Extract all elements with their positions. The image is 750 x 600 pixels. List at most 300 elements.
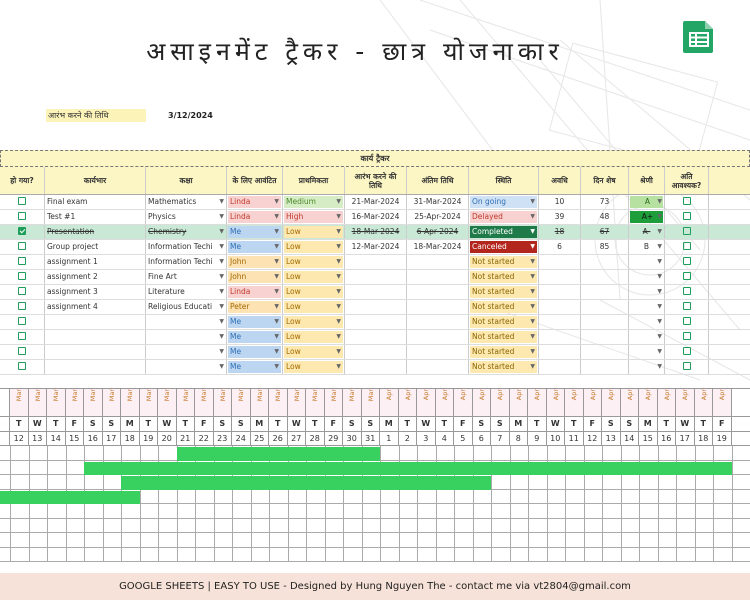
weekday-cell-text: T [275, 419, 281, 428]
month-cell [491, 389, 510, 416]
header-days_left: दिन शेष [581, 167, 629, 194]
cell-duration[interactable] [539, 315, 581, 329]
urgent-checkbox[interactable] [683, 242, 691, 250]
cell-assigned[interactable] [227, 315, 283, 329]
cell-due[interactable] [407, 300, 469, 314]
urgent-checkbox[interactable] [683, 362, 691, 370]
cell-due[interactable] [407, 285, 469, 299]
cell-days_left[interactable] [581, 330, 629, 344]
urgent-checkbox[interactable] [683, 347, 691, 355]
cell-duration[interactable] [539, 255, 581, 269]
cell-done[interactable] [0, 330, 45, 344]
cell-days_left[interactable] [581, 360, 629, 374]
day-cell-text: 18 [124, 434, 135, 443]
assigned-value: John [230, 257, 247, 266]
cell-urgent[interactable] [665, 330, 709, 344]
cell-status[interactable] [469, 345, 539, 359]
cell-class[interactable] [146, 285, 227, 299]
cell-start[interactable] [345, 210, 407, 224]
dropdown-arrow-icon[interactable]: ▼ [274, 318, 279, 325]
month-cell [639, 389, 658, 416]
dropdown-arrow-icon[interactable]: ▼ [219, 303, 224, 310]
cell-task[interactable] [45, 330, 146, 344]
cell-status[interactable] [469, 330, 539, 344]
cell-task[interactable] [45, 285, 146, 299]
cell-due[interactable] [407, 330, 469, 344]
cell-start[interactable] [345, 345, 407, 359]
weekday-cell [658, 417, 677, 431]
dropdown-arrow-icon[interactable]: ▼ [530, 258, 535, 265]
cell-due[interactable] [407, 240, 469, 254]
dropdown-arrow-icon[interactable]: ▼ [274, 333, 279, 340]
cell-duration[interactable] [539, 195, 581, 209]
cell-due[interactable] [407, 315, 469, 329]
month-cell [121, 389, 140, 416]
cell-due[interactable] [407, 255, 469, 269]
cell-done[interactable] [0, 345, 45, 359]
dropdown-arrow-icon[interactable]: ▼ [336, 333, 341, 340]
cell-task[interactable] [45, 195, 146, 209]
cell-urgent[interactable] [665, 300, 709, 314]
dropdown-arrow-icon[interactable]: ▼ [530, 243, 535, 250]
dropdown-arrow-icon[interactable]: ▼ [657, 273, 662, 280]
dropdown-arrow-icon[interactable]: ▼ [274, 288, 279, 295]
priority-value: Low [286, 272, 301, 281]
cell-done[interactable] [0, 300, 45, 314]
dropdown-arrow-icon[interactable]: ▼ [274, 198, 279, 205]
done-checkbox[interactable] [18, 362, 26, 370]
urgent-checkbox[interactable] [683, 272, 691, 280]
cell-urgent[interactable] [665, 210, 709, 224]
cell-start[interactable] [345, 300, 407, 314]
google-sheets-logo-icon[interactable] [681, 18, 717, 54]
dropdown-arrow-icon[interactable]: ▼ [219, 333, 224, 340]
dropdown-arrow-icon[interactable]: ▼ [274, 213, 279, 220]
dropdown-arrow-icon[interactable]: ▼ [657, 318, 662, 325]
dropdown-arrow-icon[interactable]: ▼ [657, 213, 662, 220]
cell-class[interactable] [146, 315, 227, 329]
cell-due[interactable] [407, 210, 469, 224]
task-value: assignment 3 [47, 287, 98, 296]
dropdown-arrow-icon[interactable]: ▼ [219, 213, 224, 220]
done-checkbox[interactable] [18, 242, 26, 250]
cell-assigned[interactable] [227, 270, 283, 284]
dropdown-arrow-icon[interactable]: ▼ [530, 363, 535, 370]
cell-days_left[interactable] [581, 315, 629, 329]
cell-assigned[interactable] [227, 330, 283, 344]
dropdown-arrow-icon[interactable]: ▼ [530, 333, 535, 340]
cell-grade[interactable] [629, 195, 665, 209]
cell-done[interactable] [0, 360, 45, 374]
priority-value: Low [286, 347, 301, 356]
dropdown-arrow-icon[interactable]: ▼ [657, 198, 662, 205]
gantt-bar[interactable] [121, 476, 491, 490]
urgent-checkbox[interactable] [683, 197, 691, 205]
dropdown-arrow-icon[interactable]: ▼ [530, 303, 535, 310]
cell-start[interactable] [345, 225, 407, 239]
status-value: Canceled [472, 242, 507, 251]
day-cell [103, 432, 122, 445]
cell-grade[interactable] [629, 300, 665, 314]
weekday-cell-text: T [312, 419, 318, 428]
dropdown-arrow-icon[interactable]: ▼ [657, 363, 662, 370]
cell-grade[interactable] [629, 345, 665, 359]
cell-urgent[interactable] [665, 270, 709, 284]
cell-assigned[interactable] [227, 225, 283, 239]
weekday-cell [510, 417, 529, 431]
cell-duration[interactable] [539, 360, 581, 374]
cell-start[interactable] [345, 240, 407, 254]
dropdown-arrow-icon[interactable]: ▼ [336, 303, 341, 310]
cell-task[interactable] [45, 225, 146, 239]
cell-due[interactable] [407, 345, 469, 359]
urgent-checkbox[interactable] [683, 317, 691, 325]
class-value: Information Techi [148, 257, 213, 266]
weekday-cell [29, 417, 48, 431]
cell-class[interactable] [146, 270, 227, 284]
dropdown-arrow-icon[interactable]: ▼ [657, 333, 662, 340]
urgent-checkbox[interactable] [683, 287, 691, 295]
dropdown-arrow-icon[interactable]: ▼ [530, 198, 535, 205]
day-cell-text: 18 [698, 434, 709, 443]
cell-days_left[interactable] [581, 285, 629, 299]
class-value: Fine Art [148, 272, 177, 281]
cell-task[interactable] [45, 345, 146, 359]
cell-assigned[interactable] [227, 285, 283, 299]
cell-assigned[interactable] [227, 345, 283, 359]
day-cell-text: 2 [404, 434, 410, 443]
cell-duration[interactable] [539, 285, 581, 299]
done-checkbox[interactable] [18, 227, 26, 235]
day-cell-text: 17 [679, 434, 690, 443]
cell-grade[interactable] [629, 210, 665, 224]
month-cell [399, 389, 418, 416]
cell-done[interactable] [0, 255, 45, 269]
cell-due[interactable] [407, 195, 469, 209]
start-date-label: आरंभ करने की तिथि [46, 109, 146, 122]
cell-done[interactable] [0, 225, 45, 239]
day-cell [658, 432, 677, 445]
cell-class[interactable] [146, 195, 227, 209]
cell-status[interactable] [469, 195, 539, 209]
cell-status[interactable] [469, 315, 539, 329]
cell-due[interactable] [407, 360, 469, 374]
cell-task[interactable] [45, 315, 146, 329]
cell-start[interactable] [345, 330, 407, 344]
cell-grade[interactable] [629, 285, 665, 299]
weekday-cell-text: W [32, 419, 42, 428]
urgent-checkbox[interactable] [683, 332, 691, 340]
done-checkbox[interactable] [18, 272, 26, 280]
cell-status[interactable] [469, 225, 539, 239]
cell-duration[interactable] [539, 330, 581, 344]
cell-priority[interactable] [283, 240, 345, 254]
day-cell [473, 432, 492, 445]
month-cell-text: Apr [644, 389, 652, 401]
cell-task[interactable] [45, 255, 146, 269]
priority-value: Low [286, 242, 301, 251]
gantt-bar[interactable] [0, 491, 10, 505]
cell-task[interactable] [45, 300, 146, 314]
month-cell-text: Apr [681, 389, 689, 401]
cell-status[interactable] [469, 300, 539, 314]
gantt-grid-col [47, 446, 48, 562]
month-cell-text: Apr [607, 389, 615, 401]
weekday-cell-text: T [534, 419, 540, 428]
dropdown-arrow-icon[interactable]: ▼ [336, 318, 341, 325]
month-cell [602, 389, 621, 416]
cell-urgent[interactable] [665, 285, 709, 299]
dropdown-arrow-icon[interactable]: ▼ [274, 363, 279, 370]
urgent-checkbox[interactable] [683, 212, 691, 220]
cell-status[interactable] [469, 255, 539, 269]
cell-priority[interactable] [283, 345, 345, 359]
cell-days_left[interactable] [581, 195, 629, 209]
month-cell [177, 389, 196, 416]
cell-class[interactable] [146, 210, 227, 224]
dropdown-arrow-icon[interactable]: ▼ [530, 318, 535, 325]
cell-grade[interactable] [629, 240, 665, 254]
cell-task[interactable] [45, 270, 146, 284]
dropdown-arrow-icon[interactable]: ▼ [336, 228, 341, 235]
cell-priority[interactable] [283, 270, 345, 284]
cell-status[interactable] [469, 285, 539, 299]
dropdown-arrow-icon[interactable]: ▼ [219, 273, 224, 280]
start-value: 12-Mar-2024 [351, 242, 400, 251]
cell-urgent[interactable] [665, 195, 709, 209]
cell-done[interactable] [0, 210, 45, 224]
cell-task[interactable] [45, 210, 146, 224]
cell-class[interactable] [146, 330, 227, 344]
cell-done[interactable] [0, 240, 45, 254]
cell-duration[interactable] [539, 345, 581, 359]
cell-urgent[interactable] [665, 240, 709, 254]
cell-class[interactable] [146, 300, 227, 314]
gantt-bar[interactable] [10, 491, 140, 505]
cell-start[interactable] [345, 195, 407, 209]
month-cell [288, 389, 307, 416]
cell-priority[interactable] [283, 300, 345, 314]
dropdown-arrow-icon[interactable]: ▼ [274, 303, 279, 310]
cell-done[interactable] [0, 270, 45, 284]
start-date-value[interactable]: 3/12/2024 [168, 111, 213, 120]
cell-priority[interactable] [283, 255, 345, 269]
dropdown-arrow-icon[interactable]: ▼ [336, 198, 341, 205]
dropdown-arrow-icon[interactable]: ▼ [657, 348, 662, 355]
task-value: assignment 2 [47, 272, 98, 281]
dropdown-arrow-icon[interactable]: ▼ [274, 348, 279, 355]
cell-priority[interactable] [283, 225, 345, 239]
cell-start[interactable] [345, 255, 407, 269]
dropdown-arrow-icon[interactable]: ▼ [530, 288, 535, 295]
cell-priority[interactable] [283, 315, 345, 329]
cell-days_left[interactable] [581, 270, 629, 284]
dropdown-arrow-icon[interactable]: ▼ [336, 348, 341, 355]
dropdown-arrow-icon[interactable]: ▼ [336, 258, 341, 265]
cell-days_left[interactable] [581, 225, 629, 239]
weekday-cell [306, 417, 325, 431]
task-row [0, 255, 750, 270]
cell-start[interactable] [345, 315, 407, 329]
cell-done[interactable] [0, 315, 45, 329]
dropdown-arrow-icon[interactable]: ▼ [657, 303, 662, 310]
cell-grade[interactable] [629, 360, 665, 374]
dropdown-arrow-icon[interactable]: ▼ [274, 258, 279, 265]
cell-class[interactable] [146, 360, 227, 374]
priority-value: Low [286, 332, 301, 341]
cell-urgent[interactable] [665, 255, 709, 269]
dropdown-arrow-icon[interactable]: ▼ [219, 258, 224, 265]
done-checkbox[interactable] [18, 212, 26, 220]
cell-grade[interactable] [629, 255, 665, 269]
cell-assigned[interactable] [227, 240, 283, 254]
weekday-cell [676, 417, 695, 431]
cell-status[interactable] [469, 360, 539, 374]
cell-due[interactable] [407, 225, 469, 239]
weekday-cell [343, 417, 362, 431]
gantt-bar[interactable] [84, 462, 732, 476]
done-checkbox[interactable] [18, 317, 26, 325]
cell-days_left[interactable] [581, 300, 629, 314]
dropdown-arrow-icon[interactable]: ▼ [336, 363, 341, 370]
cell-assigned[interactable] [227, 300, 283, 314]
done-checkbox[interactable] [18, 302, 26, 310]
urgent-checkbox[interactable] [683, 257, 691, 265]
cell-start[interactable] [345, 285, 407, 299]
calendar-stub-cell [0, 417, 10, 431]
cell-task[interactable] [45, 360, 146, 374]
gantt-bar[interactable] [177, 447, 381, 461]
done-checkbox[interactable] [18, 197, 26, 205]
header-class: कक्षा [146, 167, 227, 194]
day-cell-text: 15 [642, 434, 653, 443]
cell-days_left[interactable] [581, 240, 629, 254]
dropdown-arrow-icon[interactable]: ▼ [219, 348, 224, 355]
cell-urgent[interactable] [665, 345, 709, 359]
cell-done[interactable] [0, 195, 45, 209]
month-cell [232, 389, 251, 416]
dropdown-arrow-icon[interactable]: ▼ [219, 288, 224, 295]
cell-days_left[interactable] [581, 345, 629, 359]
dropdown-arrow-icon[interactable]: ▼ [219, 198, 224, 205]
dropdown-arrow-icon[interactable]: ▼ [530, 348, 535, 355]
cell-assigned[interactable] [227, 210, 283, 224]
day-cell [177, 432, 196, 445]
cell-class[interactable] [146, 225, 227, 239]
cell-duration[interactable] [539, 240, 581, 254]
day-cell-text: 27 [291, 434, 302, 443]
dropdown-arrow-icon[interactable]: ▼ [530, 213, 535, 220]
cell-priority[interactable] [283, 330, 345, 344]
priority-value: Low [286, 287, 301, 296]
cell-class[interactable] [146, 255, 227, 269]
dropdown-arrow-icon[interactable]: ▼ [530, 273, 535, 280]
cell-grade[interactable] [629, 330, 665, 344]
cell-duration[interactable] [539, 225, 581, 239]
dropdown-arrow-icon[interactable]: ▼ [219, 318, 224, 325]
cell-grade[interactable] [629, 315, 665, 329]
cell-priority[interactable] [283, 195, 345, 209]
dropdown-arrow-icon[interactable]: ▼ [336, 243, 341, 250]
weekday-cell-text: M [255, 419, 264, 428]
weekday-cell-text: M [514, 419, 523, 428]
cell-status[interactable] [469, 240, 539, 254]
assigned-value: Me [230, 227, 242, 236]
urgent-checkbox[interactable] [683, 302, 691, 310]
cell-priority[interactable] [283, 360, 345, 374]
cell-urgent[interactable] [665, 360, 709, 374]
month-cell [84, 389, 103, 416]
dropdown-arrow-icon[interactable]: ▼ [336, 273, 341, 280]
done-checkbox[interactable] [18, 257, 26, 265]
cell-status[interactable] [469, 270, 539, 284]
cell-days_left[interactable] [581, 255, 629, 269]
cell-done[interactable] [0, 285, 45, 299]
dropdown-arrow-icon[interactable]: ▼ [219, 363, 224, 370]
cell-class[interactable] [146, 240, 227, 254]
cell-assigned[interactable] [227, 255, 283, 269]
cell-start[interactable] [345, 270, 407, 284]
dropdown-arrow-icon[interactable]: ▼ [657, 288, 662, 295]
dropdown-arrow-icon[interactable]: ▼ [336, 213, 341, 220]
cell-class[interactable] [146, 345, 227, 359]
cell-duration[interactable] [539, 270, 581, 284]
dropdown-arrow-icon[interactable]: ▼ [274, 243, 279, 250]
day-cell-text: 28 [309, 434, 320, 443]
cell-duration[interactable] [539, 300, 581, 314]
weekday-cell-text: M [384, 419, 393, 428]
cell-assigned[interactable] [227, 360, 283, 374]
dropdown-arrow-icon[interactable]: ▼ [657, 228, 662, 235]
urgent-checkbox[interactable] [683, 227, 691, 235]
cell-assigned[interactable] [227, 195, 283, 209]
month-cell-text: Mar [52, 389, 60, 402]
dropdown-arrow-icon[interactable]: ▼ [336, 288, 341, 295]
cell-urgent[interactable] [665, 225, 709, 239]
done-checkbox[interactable] [18, 332, 26, 340]
dropdown-arrow-icon[interactable]: ▼ [219, 228, 224, 235]
cell-urgent[interactable] [665, 315, 709, 329]
dropdown-arrow-icon[interactable]: ▼ [274, 228, 279, 235]
day-cell-text: 12 [13, 434, 24, 443]
cell-start[interactable] [345, 360, 407, 374]
day-cell-text: 11 [568, 434, 579, 443]
cell-task[interactable] [45, 240, 146, 254]
cell-duration[interactable] [539, 210, 581, 224]
priority-value: Low [286, 227, 301, 236]
dropdown-arrow-icon[interactable]: ▼ [657, 243, 662, 250]
cell-status[interactable] [469, 210, 539, 224]
cell-priority[interactable] [283, 210, 345, 224]
assigned-value: Me [230, 347, 242, 356]
cell-priority[interactable] [283, 285, 345, 299]
dropdown-arrow-icon[interactable]: ▼ [657, 258, 662, 265]
cell-grade[interactable] [629, 225, 665, 239]
cell-due[interactable] [407, 270, 469, 284]
dropdown-arrow-icon[interactable]: ▼ [219, 243, 224, 250]
dropdown-arrow-icon[interactable]: ▼ [530, 228, 535, 235]
done-checkbox[interactable] [18, 347, 26, 355]
month-cell-text: Apr [422, 389, 430, 401]
dropdown-arrow-icon[interactable]: ▼ [274, 273, 279, 280]
weekday-cell-text: W [550, 419, 560, 428]
weekday-cell-text: W [162, 419, 172, 428]
cell-days_left[interactable] [581, 210, 629, 224]
cell-grade[interactable] [629, 270, 665, 284]
day-cell [66, 432, 85, 445]
assigned-value: Me [230, 317, 242, 326]
done-checkbox[interactable] [18, 287, 26, 295]
